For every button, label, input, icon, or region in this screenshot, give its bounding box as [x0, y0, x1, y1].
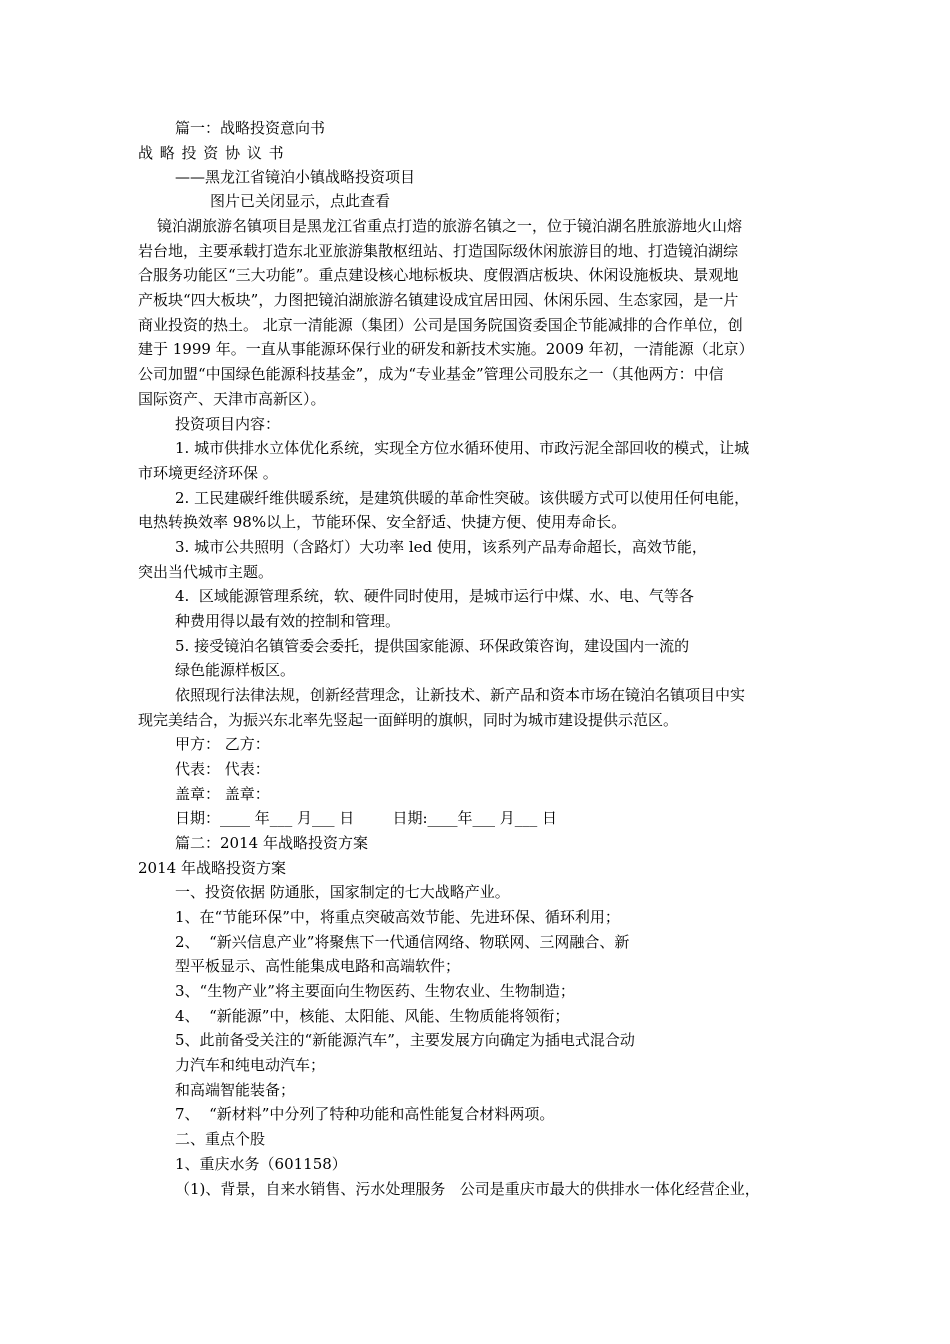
list-item-continued: 突出当代城市主题。	[138, 563, 274, 581]
section-heading: 二、重点个股	[175, 1130, 266, 1148]
list-item-continued: 电热转换效率 98%以上，节能环保、安全舒适、快捷方便、使用寿命长。	[138, 513, 627, 531]
list-item-continued: 市环境更经济环保 。	[138, 464, 278, 482]
list-item: 2、 “新兴信息产业”将聚焦下一代通信网络、物联网、三网融合、新	[175, 933, 630, 951]
signature-seal-line: 盖章： 盖章：	[175, 785, 270, 803]
list-item: 3. 城市公共照明（含路灯）大功率 led 使用，该系列产品寿命超长，高效节能，	[175, 538, 707, 556]
signature-representative-line: 代表： 代表：	[175, 760, 270, 778]
list-item: 5、此前备受关注的“新能源汽车”，主要发展方向确定为插电式混合动	[175, 1031, 635, 1049]
list-item: 1. 城市供排水立体优化系统，实现全方位水循环使用、市政污泥全部回收的模式，让城	[175, 439, 750, 457]
paragraph-line: 建于 1999 年。一直从事能源环保行业的研发和新技术实施。2009 年初，一清能源（北京）	[138, 340, 754, 358]
paragraph-line: 商业投资的热土。 北京一清能源（集团）公司是国务院国资委国企节能减排的合作单位，创	[138, 316, 743, 334]
document-title: 战 略 投 资 协 议 书	[138, 144, 285, 162]
list-item: 1、在“节能环保”中，将重点突破高效节能、先进环保、循环利用；	[175, 908, 620, 926]
paragraph-line: 镜泊湖旅游名镇项目是黑龙江省重点打造的旅游名镇之一，位于镜泊湖名胜旅游地火山熔	[157, 217, 743, 235]
list-item: 3、“生物产业”将主要面向生物医药、生物农业、生物制造；	[175, 982, 575, 1000]
list-item: 和高端智能装备；	[175, 1081, 296, 1099]
list-item: 7、 “新材料”中分列了特种功能和高性能复合材料两项。	[175, 1105, 555, 1123]
document-subtitle: ——黑龙江省镜泊小镇战略投资项目	[175, 168, 416, 186]
paragraph-line: 一、投资依据 防通胀，国家制定的七大战略产业。	[175, 883, 510, 901]
list-item: 4. 区域能源管理系统，软、硬件同时使用，是城市运行中煤、水、电、气等各	[175, 587, 694, 605]
signature-party-line: 甲方： 乙方：	[175, 735, 270, 753]
paragraph-line: 产板块“四大板块”，力图把镜泊湖旅游名镇建设成宜居田园、休闲乐园、生态家园，是一片	[138, 291, 739, 309]
list-item-continued: 绿色能源样板区。	[175, 661, 296, 679]
paragraph-line: （1)、背景，自来水销售、污水处理服务 公司是重庆市最大的供排水一体化经营企业，	[175, 1180, 760, 1198]
list-item: 4、 “新能源”中，核能、太阳能、风能、生物质能将领衔；	[175, 1007, 570, 1025]
list-item-continued: 力汽车和纯电动汽车；	[175, 1056, 326, 1074]
list-item-continued: 型平板显示、高性能集成电路和高端软件；	[175, 957, 461, 975]
paragraph-line: 岩台地，主要承载打造东北亚旅游集散枢纽站、打造国际级休闲旅游目的地、打造镜泊湖综	[138, 242, 739, 260]
paragraph-line: 合服务功能区“三大功能”。重点建设核心地标板块、度假酒店板块、休闲设施板块、景观地	[138, 266, 739, 284]
paragraph-line: 公司加盟“中国绿色能源科技基金”，成为“专业基金”管理公司股东之一（其他两方：中信	[138, 365, 724, 383]
paragraph-line: 依照现行法律法规，创新经营理念，让新技术、新产品和资本市场在镜泊名镇项目中实	[175, 686, 746, 704]
paragraph-line: 现完美结合，为振兴东北率先竖起一面鲜明的旗帜，同时为城市建设提供示范区。	[138, 711, 679, 729]
image-hidden-link[interactable]: 图片已关闭显示，点此查看	[210, 192, 391, 210]
section-heading-1: 篇一：战略投资意向书	[175, 119, 326, 137]
signature-date-line: 日期：____ 年___ 月___ 日 日期:____年___ 月___ 日	[175, 809, 558, 827]
list-heading: 投资项目内容：	[175, 415, 281, 433]
section-heading-2: 篇二：2014 年战略投资方案	[175, 834, 368, 852]
paragraph-line: 国际资产、天津市高新区）。	[138, 390, 326, 408]
section-title-2: 2014 年战略投资方案	[138, 859, 286, 877]
stock-heading: 1、重庆水务（601158）	[175, 1155, 347, 1173]
list-item-continued: 种费用得以最有效的控制和管理。	[175, 612, 401, 630]
list-item: 2. 工民建碳纤维供暖系统，是建筑供暖的革命性突破。该供暖方式可以使用任何电能，	[175, 489, 750, 507]
list-item: 5. 接受镜泊名镇管委会委托，提供国家能源、环保政策咨询，建设国内一流的	[175, 637, 690, 655]
